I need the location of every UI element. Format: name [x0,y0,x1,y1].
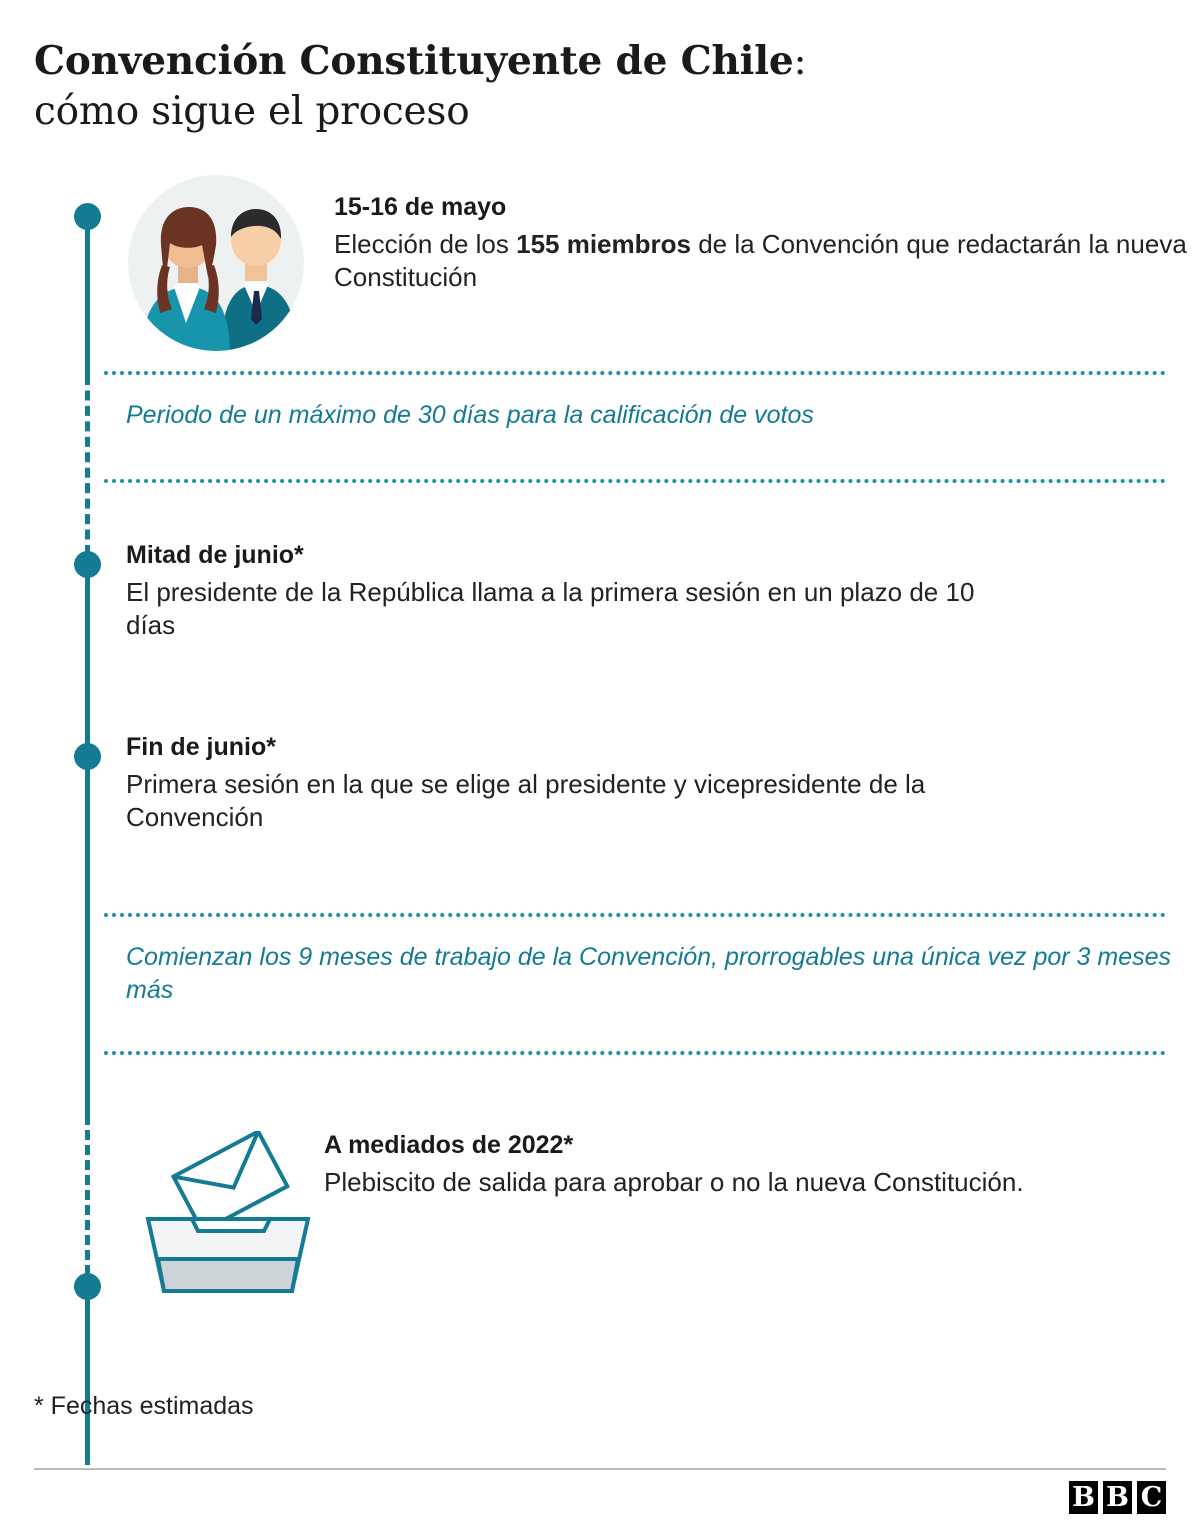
axis-segment-bottom [85,1275,90,1465]
timeline-dot-plebiscito [74,1273,101,1300]
event-headline: Fin de junio* [126,733,276,762]
timeline-note-nueve-meses: Comienzan los 9 meses de trabajo de la Convención, prorrogables una única vez por 3 meses más [126,943,1172,1005]
event-body-post: de la Convención que redactarán la nueva Constitución [334,229,1187,292]
event-body-pre: Elección de los [334,229,517,260]
separator-rule-top-2 [104,479,1166,483]
axis-segment-middle [85,555,90,1115]
event-body-emphasis: 155 miembros [516,229,691,260]
timeline-dot-mitad-junio [74,551,101,578]
axis-segment-dashed-2 [85,1115,90,1275]
timeline-event-mitad-junio [126,541,1026,642]
axis-segment-dashed-1 [85,375,90,555]
bbc-logo-letter-1: B [1069,1481,1098,1514]
title-bold-part: Convención Constituyente de Chile [34,38,794,84]
event-body: El presidente de la República llama a la primera sesión en un plazo de 10 días [126,577,975,640]
timeline-event-eleccion [334,193,1194,294]
timeline-dot-fin-junio [74,743,101,770]
bbc-logo-letter-2: B [1103,1481,1132,1514]
event-headline: A mediados de 2022* [324,1131,574,1160]
separator-rule-bottom-2 [104,1051,1166,1055]
axis-segment-top [85,215,90,375]
title-main-line [34,38,1166,85]
title-colon: : [793,39,807,84]
bbc-logo [1069,1481,1166,1514]
event-body [334,228,1194,294]
two-people-icon [126,173,306,353]
timeline-note-calificacion-votos: Periodo de un máximo de 30 días para la calificación de votos [126,401,814,430]
event-headline: 15-16 de mayo [334,193,507,222]
timeline [34,193,1187,1311]
event-body: Plebiscito de salida para aprobar o no la nueva Constitución. [324,1167,1024,1198]
page-title [34,0,1166,135]
footnote: * Fechas estimadas [34,1392,254,1420]
separator-rule-top-1 [104,371,1166,375]
footer-divider [34,1468,1166,1470]
bbc-logo-letter-3: C [1137,1481,1166,1514]
timeline-dot-eleccion [74,203,101,230]
timeline-event-fin-junio [126,733,1026,834]
event-body: Primera sesión en la que se elige al presidente y vicepresidente de la Convención [126,769,926,832]
event-headline: Mitad de junio* [126,541,304,570]
title-subtitle: cómo sigue el proceso [34,89,470,135]
ballot-box-icon [130,1131,330,1311]
separator-rule-bottom-1 [104,913,1166,917]
timeline-event-plebiscito [324,1131,1184,1199]
